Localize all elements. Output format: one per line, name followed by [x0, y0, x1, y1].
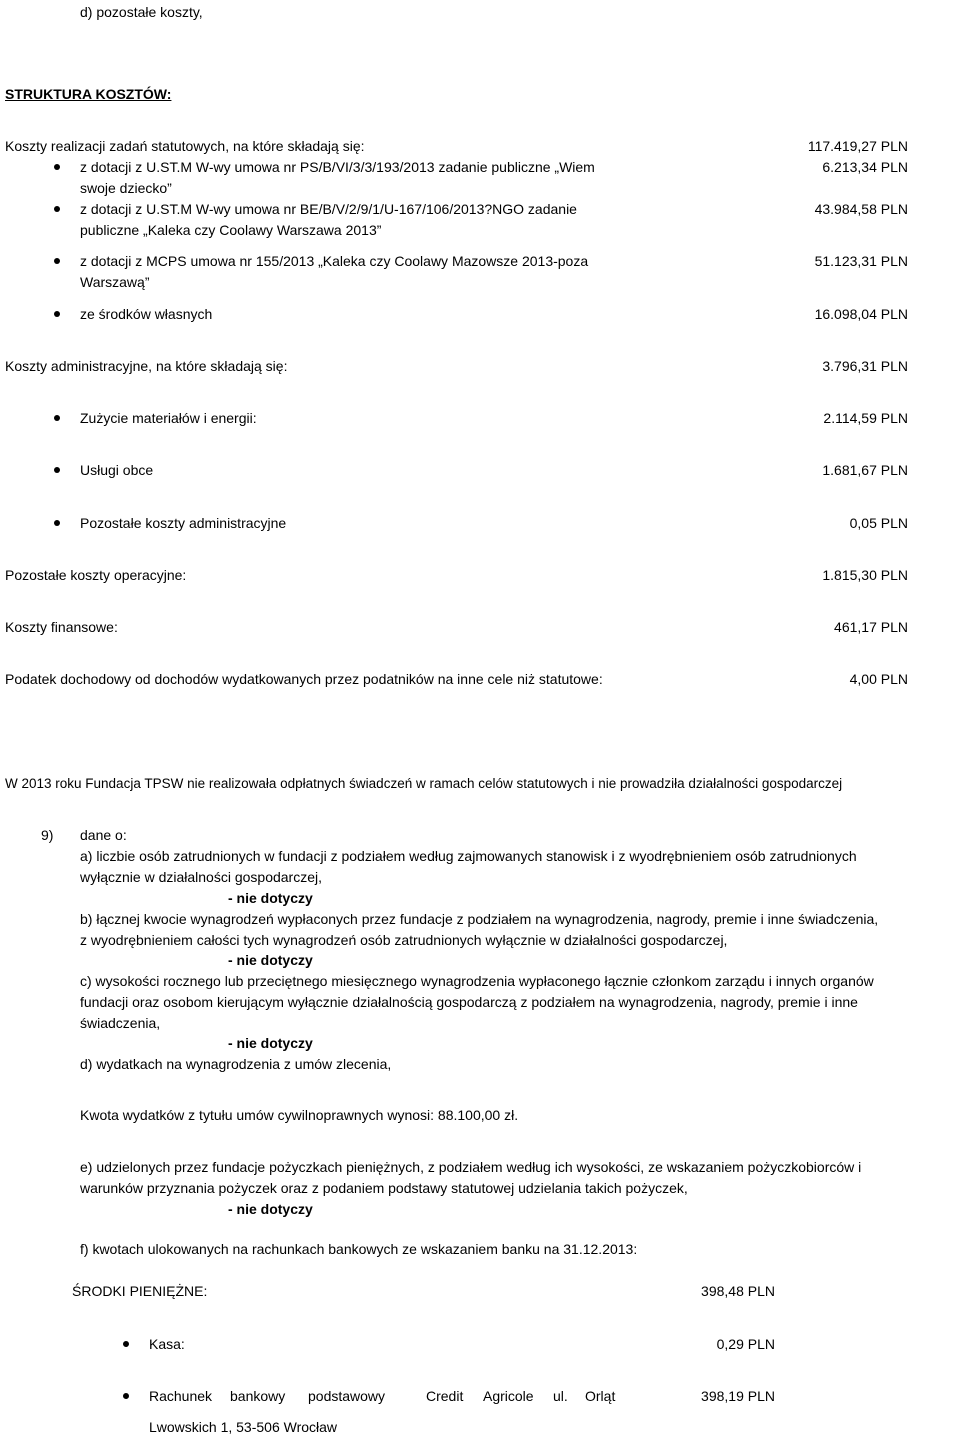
bank-account-word-4: Credit — [426, 1388, 464, 1404]
admin-item-3-amount: 0,05 PLN — [849, 515, 908, 531]
not-applicable-e: - nie dotyczy — [228, 1201, 313, 1217]
financial-costs-label: Koszty finansowe: — [5, 619, 118, 635]
admin-item-3: Pozostałe koszty administracyjne — [80, 515, 287, 531]
section-title: STRUKTURA KOSZTÓW: — [5, 86, 172, 102]
bullet-icon — [54, 415, 60, 421]
item-c-line-3: świadczenia, — [80, 1015, 161, 1031]
bullet-icon — [54, 520, 60, 526]
admin-item-1: Zużycie materiałów i energii: — [80, 410, 257, 426]
item-e-line-1: e) udzielonych przez fundacje pożyczkach pieniężnych, z podziałem według ich wysokości, ze wskazaniem pożyczkobiorców i — [80, 1159, 862, 1175]
statutory-item-3-line-2: Warszawą” — [80, 274, 150, 290]
bullet-icon — [54, 164, 60, 170]
bullet-icon — [54, 467, 60, 473]
financial-costs-amount: 461,17 PLN — [834, 619, 908, 635]
admin-item-1-amount: 2.114,59 PLN — [823, 410, 908, 426]
cash-amount: 398,48 PLN — [701, 1283, 775, 1299]
not-applicable-b: - nie dotyczy — [228, 952, 313, 968]
statutory-item-2-line-1: z dotacji z U.ST.M W-wy umowa nr BE/B/V/2/9/1/U-167/106/2013?NGO zadanie — [80, 201, 577, 217]
item-b-line-1: b) łącznej kwocie wynagrodzeń wypłaconych przez fundacje z podziałem na wynagrodzenia, nagrody, premie i inne świadczenia, — [80, 911, 879, 927]
statutory-item-1-amount: 6.213,34 PLN — [822, 159, 908, 175]
operational-costs-label: Pozostałe koszty operacyjne: — [5, 567, 187, 583]
admin-item-2: Usługi obce — [80, 462, 154, 478]
item-a-line-1: a) liczbie osób zatrudnionych w fundacji z podziałem według zajmowanych stanowisk i z wyodrębnieniem osób zatrudnionych — [80, 848, 857, 864]
bank-account-address: Lwowskich 1, 53-506 Wrocław — [149, 1419, 338, 1435]
statutory-item-4: ze środków własnych — [80, 306, 213, 322]
bullet-icon — [123, 1341, 129, 1347]
item-f: f) kwotach ulokowanych na rachunkach bankowych ze wskazaniem banku na 31.12.2013: — [80, 1241, 638, 1257]
statutory-item-2-amount: 43.984,58 PLN — [814, 201, 908, 217]
bank-account-word-5: Agricole — [483, 1388, 534, 1404]
item-c-line-1: c) wysokości rocznego lub przeciętnego miesięcznego wynagrodzenia wypłaconego łącznie członkom zarządu i innych organów — [80, 973, 874, 989]
statutory-item-3-amount: 51.123,31 PLN — [814, 253, 908, 269]
admin-item-2-amount: 1.681,67 PLN — [822, 462, 908, 478]
bullet-icon — [54, 206, 60, 212]
item-d: d) wydatkach na wynagrodzenia z umów zlecenia, — [80, 1056, 392, 1072]
item-b-line-2: z wyodrębnieniem całości tych wynagrodzeń osób zatrudnionych wyłącznie w działalności gospodarczej, — [80, 932, 728, 948]
bank-account-word-3: podstawowy — [308, 1388, 386, 1404]
statutory-costs-amount: 117.419,27 PLN — [807, 138, 908, 154]
tax-amount: 4,00 PLN — [849, 671, 908, 687]
cash-register-amount: 0,29 PLN — [716, 1336, 775, 1352]
statutory-item-3-line-1: z dotacji z MCPS umowa nr 155/2013 „Kaleka czy Coolawy Mazowsze 2013-poza — [80, 253, 589, 269]
admin-costs-amount: 3.796,31 PLN — [822, 358, 908, 374]
not-applicable-c: - nie dotyczy — [228, 1035, 313, 1051]
statutory-item-1-line-1: z dotacji z U.ST.M W-wy umowa nr PS/B/VI/3/3/193/2013 zadanie publiczne „Wiem — [80, 159, 595, 175]
statutory-item-1-line-2: swoje dziecko” — [80, 180, 172, 196]
section-9-title: dane o: — [80, 827, 127, 843]
bank-account-word-6: ul. — [553, 1388, 568, 1404]
item-d-remaining-costs: d) pozostałe koszty, — [80, 4, 203, 20]
bullet-icon — [54, 311, 60, 317]
item-a-line-2: wyłącznie w działalności gospodarczej, — [80, 869, 323, 885]
cash-register-label: Kasa: — [149, 1336, 185, 1352]
bank-account-word-1: Rachunek — [149, 1388, 213, 1404]
contract-expenses-amount: Kwota wydatków z tytułu umów cywilnoprawnych wynosi: 88.100,00 zł. — [80, 1107, 519, 1123]
statutory-item-2-line-2: publiczne „Kaleka czy Coolawy Warszawa 2013” — [80, 222, 382, 238]
not-applicable-a: - nie dotyczy — [228, 890, 313, 906]
item-c-line-2: fundacji oraz osobom kierującym wyłącznie działalnością gospodarczą z podziałem na wynagrodzenia, nagrody, premie i inne — [80, 994, 858, 1010]
statutory-item-4-amount: 16.098,04 PLN — [814, 306, 908, 322]
bank-account-amount: 398,19 PLN — [701, 1388, 775, 1404]
bullet-icon — [54, 258, 60, 264]
item-e-line-2: warunków przyznania pożyczek oraz z podaniem podstawy statutowej udzielania takich pożyczek, — [80, 1180, 688, 1196]
admin-costs-label: Koszty administracyjne, na które składają się: — [5, 358, 288, 374]
bank-account-word-7: Orląt — [585, 1388, 616, 1404]
tax-label: Podatek dochodowy od dochodów wydatkowanych przez podatników na inne cele niż statutowe: — [5, 671, 603, 687]
statement-paragraph: W 2013 roku Fundacja TPSW nie realizowała odpłatnych świadczeń w ramach celów statutowych i nie prowadziła działalności gospodarczej — [5, 776, 843, 791]
bullet-icon — [123, 1393, 129, 1399]
operational-costs-amount: 1.815,30 PLN — [822, 567, 908, 583]
statutory-costs-label: Koszty realizacji zadań statutowych, na które składają się: — [5, 138, 365, 154]
section-9-number: 9) — [41, 827, 54, 843]
cash-label: ŚRODKI PIENIĘŻNE: — [72, 1283, 208, 1299]
bank-account-word-2: bankowy — [230, 1388, 286, 1404]
